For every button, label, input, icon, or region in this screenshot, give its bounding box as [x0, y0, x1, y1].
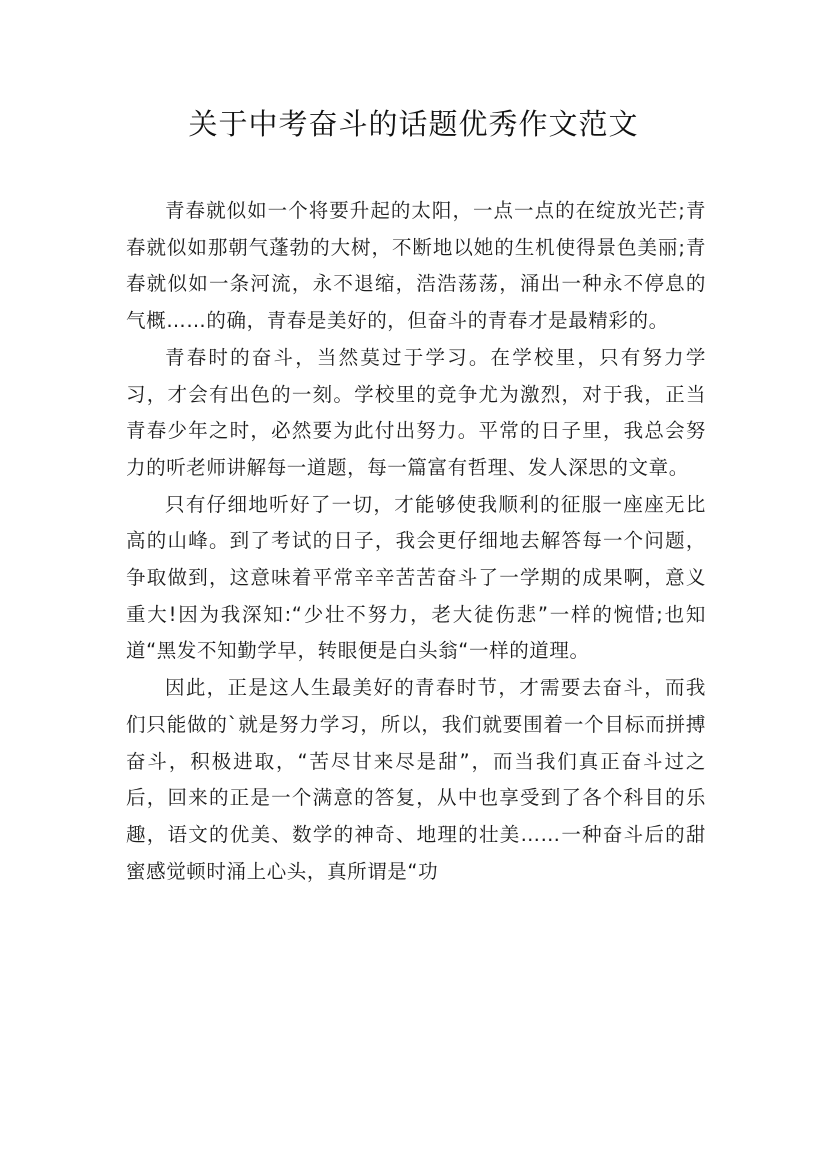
paragraph-1: 青春就似如一个将要升起的太阳，一点一点的在绽放光芒;青春就似如那朝气蓬勃的大树，不断地以她的生机使得景色美丽;青春就似如一条河流，永不退缩，浩浩荡荡，涌出一种永不停息的气概……的确，青春是美好的，但奋斗的青春才是最精彩的。	[126, 199, 706, 333]
document-title: 关于中考奋斗的话题优秀作文范文	[188, 107, 639, 141]
paragraph-4: 因此，正是这人生最美好的青春时节，才需要去奋斗，而我们只能做的`就是努力学习，所以，我们就要围着一个目标而拼搏奋斗，积极进取，“苦尽甘来尽是甜”，而当我们真正奋斗过之后，回来的正是一个满意的答复，从中也享受到了各个科目的乐趣，语文的优美、数学的神奇、地理的壮美……一种奋斗后的甜蜜感觉顿时涌上心头，真所谓是“功	[126, 676, 706, 883]
paragraph-2: 青春时的奋斗，当然莫过于学习。在学校里，只有努力学习，才会有出色的一刻。学校里的竞争尤为激烈，对于我，正当青春少年之时，必然要为此付出努力。平常的日子里，我总会努力的听老师讲解每一道题，每一篇富有哲理、发人深思的文章。	[126, 345, 706, 479]
paragraph-3: 只有仔细地听好了一切，才能够使我顺利的征服一座座无比高的山峰。到了考试的日子，我会更仔细地去解答每一个问题，争取做到，这意味着平常辛辛苦苦奋斗了一学期的成果啊，意义重大!因为我深知:“少壮不努力，老大徒伤悲”一样的惋惜;也知道“黑发不知勤学早，转眼便是白头翁“一样的道理。	[126, 492, 706, 663]
document-body	[126, 193, 706, 890]
